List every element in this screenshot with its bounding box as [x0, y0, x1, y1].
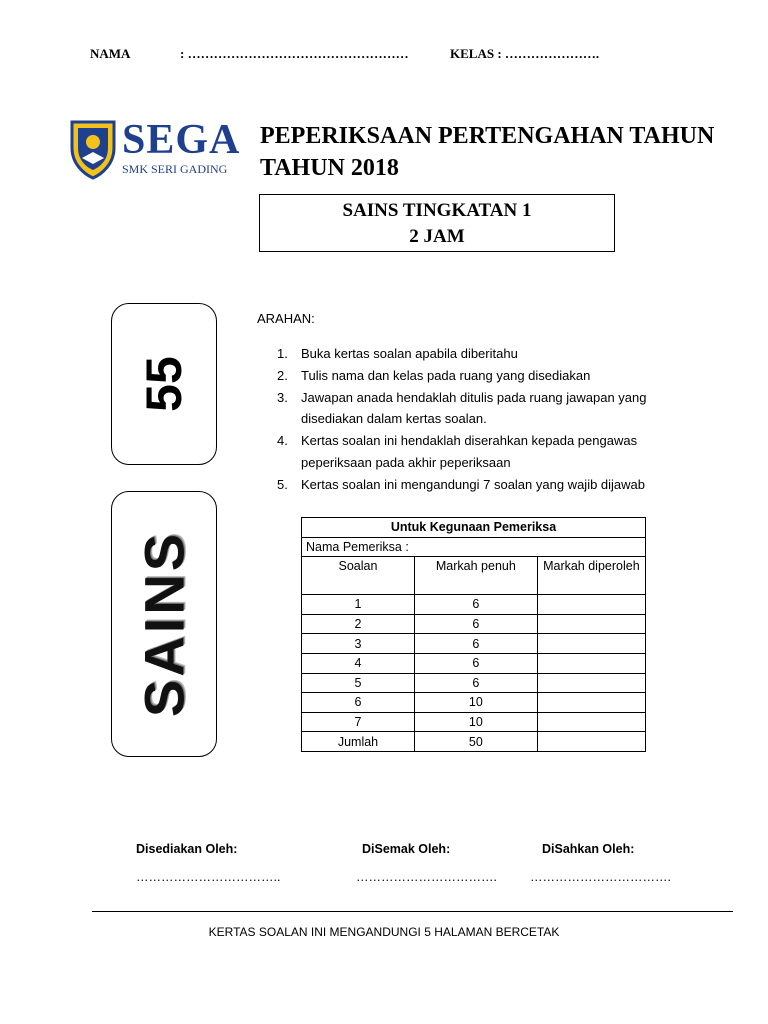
list-item: 5. Kertas soalan ini mengandungi 7 soalan yang wajib dijawab [277, 476, 646, 492]
column-header: Markah diperoleh [537, 557, 645, 595]
column-header: Markah penuh [414, 557, 537, 595]
checked-by-line[interactable]: ……………………………. [356, 870, 497, 884]
table-title: Untuk Kegunaan Pemeriksa [302, 518, 646, 538]
marks-obtained-cell[interactable] [537, 693, 645, 713]
exam-duration: 2 JAM [409, 226, 465, 247]
table-row: 3 6 [302, 634, 646, 654]
list-item: 4. Kertas soalan ini hendaklah diserahkan kepada pengawas peperiksaan pada akhir peperiksaan [277, 433, 638, 470]
footer-divider [92, 911, 733, 912]
exam-title: PEPERIKSAAN PERTENGAHAN TAHUN [260, 123, 715, 149]
list-item: 2. Tulis nama dan kelas pada ruang yang disediakan [277, 367, 591, 383]
marks-obtained-cell[interactable] [537, 712, 645, 732]
kelas-field[interactable]: KELAS : …………………. [450, 46, 600, 61]
checked-by-label: DiSemak Oleh: [362, 842, 451, 856]
examiner-table [301, 517, 646, 752]
examiner-name-field[interactable]: Nama Pemeriksa : [302, 537, 646, 557]
total-row [302, 732, 646, 752]
table-row: 4 6 [302, 653, 646, 673]
page-count-note: KERTAS SOALAN INI MENGANDUNGI 5 HALAMAN BERCETAK [208, 925, 560, 939]
instructions-heading: ARAHAN: [257, 311, 315, 326]
logo-school-name: SMK SERI GADING [122, 162, 228, 176]
subject-code-box [111, 303, 217, 465]
table-row: 5 6 [302, 673, 646, 693]
school-crest-icon [68, 118, 118, 180]
total-obtained-cell[interactable] [537, 732, 645, 752]
prepared-by-label: Disediakan Oleh: [136, 842, 238, 856]
logo-wordmark: SEGA [122, 117, 241, 163]
subject-label-box [111, 491, 217, 757]
total-label: Jumlah [302, 732, 415, 752]
prepared-by-line[interactable]: …………………………….. [136, 870, 281, 884]
instructions-list [277, 343, 667, 496]
total-value: 50 [414, 732, 537, 752]
list-item: 3. Jawapan anada hendaklah ditulis pada ruang jawapan yang disediakan dalam kertas soalan. [277, 389, 647, 427]
marks-obtained-cell[interactable] [537, 595, 645, 615]
marks-obtained-cell[interactable] [537, 673, 645, 693]
subject-name: SAINS TINGKATAN 1 [342, 200, 532, 221]
subject-code: 55 [136, 356, 192, 412]
table-row: 6 10 [302, 693, 646, 713]
list-item: 1. Buka kertas soalan apabila diberitahu [277, 346, 518, 361]
subject-label: SAINS [132, 530, 196, 718]
approved-by-line[interactable]: ……………………………. [530, 870, 671, 884]
subject-box [259, 194, 615, 252]
nama-field[interactable]: : …………………………………………… [180, 46, 409, 61]
table-row: 7 10 [302, 712, 646, 732]
marks-obtained-cell[interactable] [537, 634, 645, 654]
nama-label: NAMA [90, 46, 131, 61]
table-row: 1 6 [302, 595, 646, 615]
table-row: 2 6 [302, 614, 646, 634]
marks-obtained-cell[interactable] [537, 614, 645, 634]
column-header: Soalan [302, 557, 415, 595]
marks-obtained-cell[interactable] [537, 653, 645, 673]
exam-year: TAHUN 2018 [260, 155, 399, 181]
approved-by-label: DiSahkan Oleh: [542, 842, 635, 856]
